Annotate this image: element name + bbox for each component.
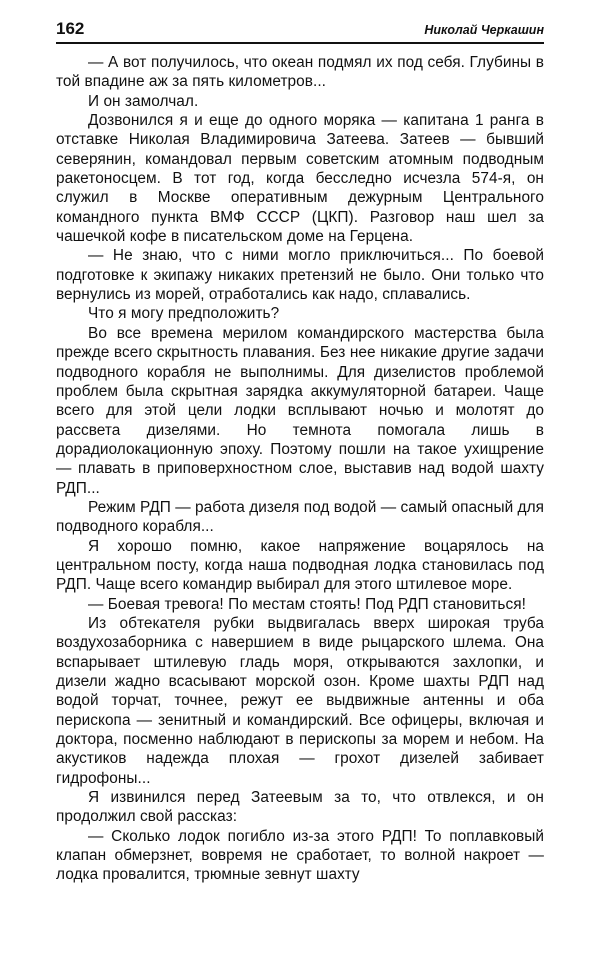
paragraph: Режим РДП — работа дизеля под водой — самый опасный для подводного корабля... bbox=[56, 498, 544, 536]
paragraph: — Не знаю, что с ними могло приключиться... По боевой подготовке к экипажу никаких претензий не было. Они только что вернулись из морей, отработались как надо, сплавались. bbox=[56, 247, 544, 304]
book-page bbox=[56, 18, 544, 885]
page-number: 162 bbox=[56, 19, 85, 38]
paragraph: Дозвонился я и еще до одного моряка — капитана 1 ранга в отставке Николая Владимировича Затеева. Затеев — бывший северянин, командовал первым советским атомным подводным ракетоносцем. В тот год, когда бесследно исчезла 574-я, он служил в Москве оперативным дежурным Центрального командного пункта ВМФ СССР (ЦКП). Разговор наш шел за чашечкой кофе в писательском доме на Герцена. bbox=[56, 112, 544, 246]
paragraph: Во все времена мерилом командирского мастерства была прежде всего скрытность плавания. Без нее никакие другие задачи подводного корабля не выполнимы. Для дизелистов проблемой проблем была скрытная зарядка аккумуляторной батареи. Чаще всего для этой цели лодки всплывают ночью и молотят до рассвета дизелями. Но темнота помогала лишь в дорадиолокационную эпоху. Поэтому пошли на такое ухищрение — плавать в приповерхностном слое, выставив над водой шахту РДП... bbox=[56, 324, 544, 497]
paragraph: — Боевая тревога! По местам стоять! Под РДП становиться! bbox=[88, 595, 526, 613]
page-header bbox=[56, 18, 544, 44]
paragraph: Что я могу предположить? bbox=[88, 305, 280, 323]
paragraph: Из обтекателя рубки выдвигалась вверх широкая труба воздухозаборника с навершием в виде рыцарского шлема. Она вспарывает штилевую гладь моря, открываются захлопки, и дизели жадно всасывают морской озон. Кроме шахты РДП над водой торчат, точнее, режут ее выдвижные антенны и оба перископа — зенитный и командирский. Все офицеры, включая и доктора, посменно наблюдают в перископы за морем и небом. На акустиков надежда плохая — грохот дизелей забивает гидрофоны... bbox=[56, 614, 544, 787]
body-text bbox=[56, 53, 544, 885]
paragraph: — Сколько лодок погибло из-за этого РДП! То поплавковый клапан обмерзнет, вовремя не сработает, то волной накроет — лодка провалится, трюмные зевнут шахту bbox=[56, 827, 544, 884]
paragraph: Я извинился перед Затеевым за то, что отвлекся, и он продолжил свой рассказ: bbox=[56, 789, 544, 826]
paragraph: — А вот получилось, что океан подмял их под себя. Глубины в той впадине аж за пять километров... bbox=[56, 54, 544, 91]
paragraph: Я хорошо помню, какое напряжение воцарялось на центральном посту, когда наша подводная лодка становилась под РДП. Чаще всего командир выбирал для этого штилевое море. bbox=[56, 537, 544, 594]
paragraph: И он замолчал. bbox=[88, 92, 199, 110]
running-head-author: Николай Черкашин bbox=[424, 23, 544, 37]
